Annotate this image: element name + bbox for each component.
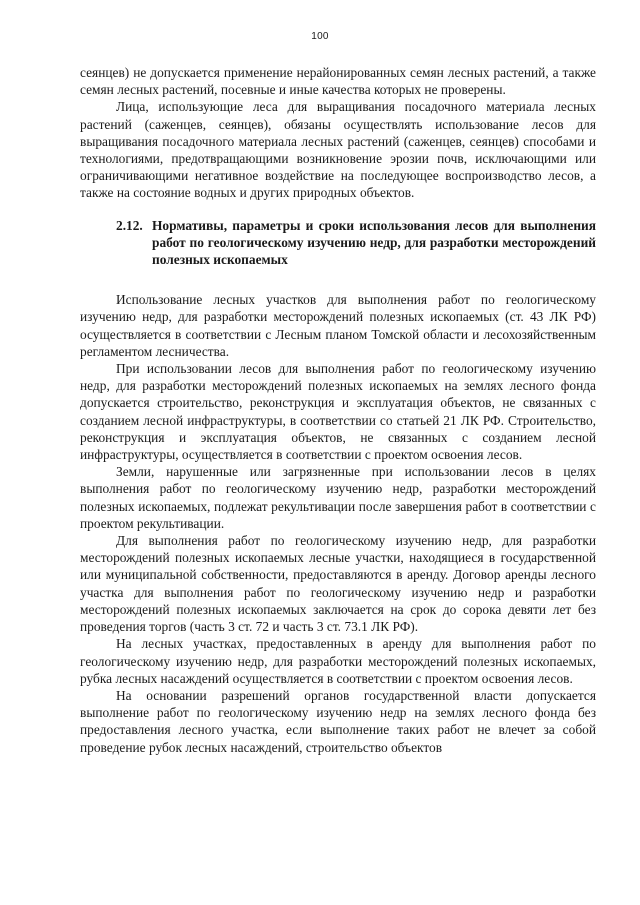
paragraph-felling: На лесных участках, предоставленных в аренду для выполнения работ по геологическому изучению недр, для разработки месторождений полезных ископаемых, рубка лесных насаждений осуществляется в соответствии с проектом освоения лесов. [80,636,596,686]
paragraph-seedling-obligations: Лица, использующие леса для выращивания посадочного материала лесных растений (саженцев, сеянцев), обязаны осуществлять использование лесов для выращивания посадочного материала лесных растений (саженцев, сеянцев) способами и технологиями, предотвращающими возникновение эрозии почв, исключающими или ограничивающими негативное воздействие на последующее воспроизводство лесов, а также на состояние водных и других природных объектов. [80,99,596,201]
paragraph-construction-allowed: При использовании лесов для выполнения работ по геологическому изучению недр, для разработки месторождений полезных ископаемых на землях лесного фонда допускается строительство, реконструкция и эксплуатация объектов, не связанных с созданием лесной инфраструктуры, в соответствии со статьей 21 ЛК РФ. Строительство, реконструкция и эксплуатация объектов, не связанных с созданием лесной инфраструктуры, осуществляется в соответствии с проектом освоения лесов. [80,361,596,463]
section-number: 2.12. [116,217,143,233]
paragraph-usage-basis: Использование лесных участков для выполнения работ по геологическому изучению недр, для разработки месторождений полезных ископаемых (ст. 43 ЛК РФ) осуществляется в соответствии с Лесным планом Томской области и лесохозяйственным регламентом лесничества. [80,292,596,359]
paragraph-lease-terms: Для выполнения работ по геологическому изучению недр, для разработки месторождений полезных ископаемых лесные участки, находящиеся в государственной или муниципальной собственности, предоставляются в аренду. Договор аренды лесного участка для выполнения работ по геологическому изучению недр и разработки месторождений полезных ископаемых заключается на срок до сорока девяти лет без проведения торгов (часть 3 ст. 72 и часть 3 ст. 73.1 ЛК РФ). [80,533,596,635]
document-body [80,64,596,756]
page-number: 100 [311,31,329,42]
paragraph-reclamation: Земли, нарушенные или загрязненные при использовании лесов в целях выполнения работ по геологическому изучению недр, разработки месторождений полезных ископаемых, подлежат рекультивации после завершения работ в соответствии с проектом рекультивации. [80,464,596,531]
section-heading [80,217,596,269]
paragraph-permits: На основании разрешений органов государственной власти допускается выполнение работ по геологическому изучению недр на землях лесного фонда без предоставления лесного участка, если выполнение таких работ не влечет за собой проведение рубок лесных насаждений, строительство объектов [80,687,596,755]
section-title: Нормативы, параметры и сроки использования лесов для выполнения работ по геологическому изучению недр, для разработки месторождений полезных ископаемых [152,217,596,268]
paragraph-continuation: сеянцев) не допускается применение нерайонированных семян лесных растений, а также семян лесных растений, посевные и иные качества которых не проверены. [80,65,596,98]
